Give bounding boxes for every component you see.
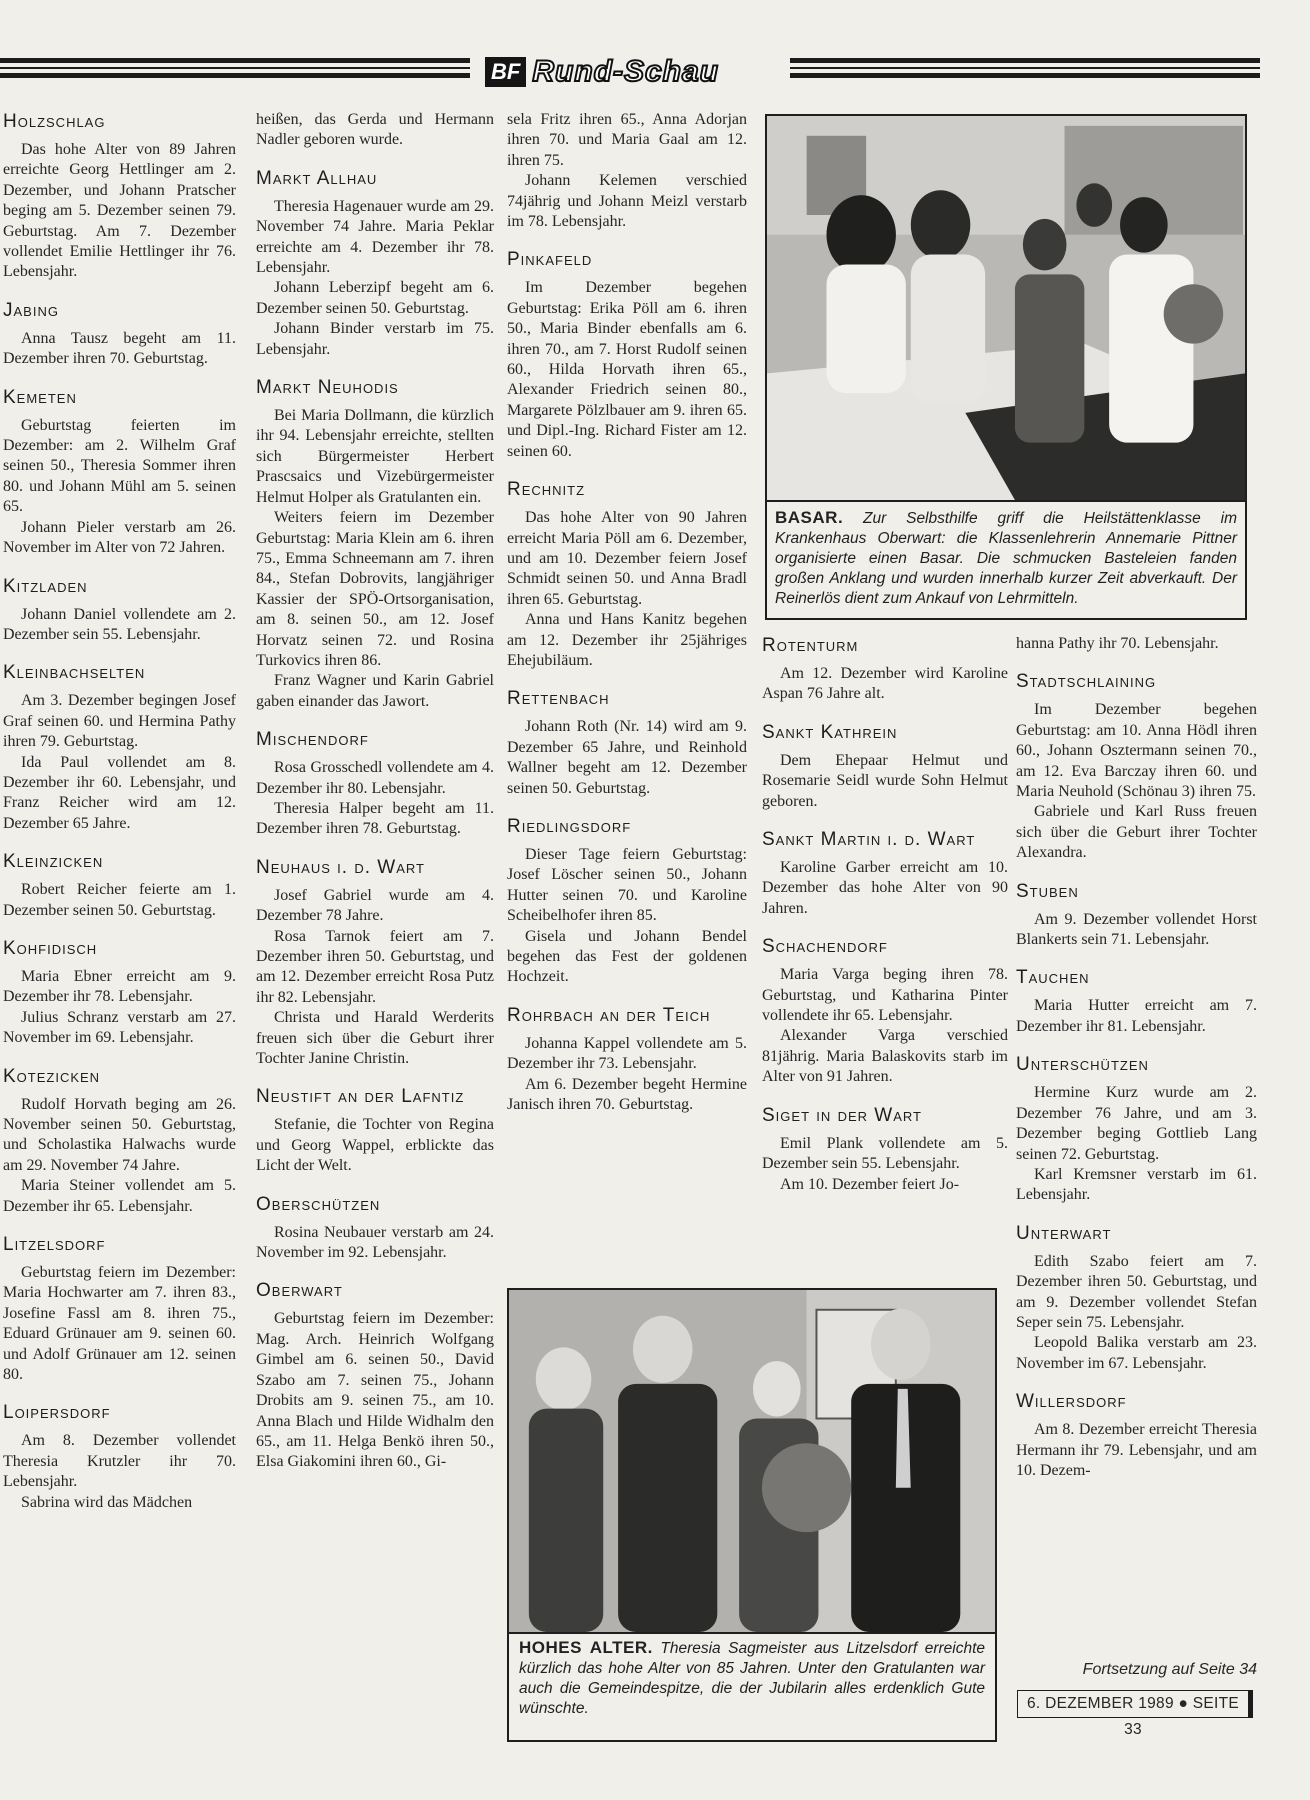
page-footer-date: 6. DEZEMBER 1989 ● SEITE 33: [1017, 1690, 1253, 1718]
hohes-alter-photo: [507, 1288, 997, 1634]
article-paragraph: Johann Roth (Nr. 14) wird am 9. Dezember 65 Jahre, und Reinhold Wallner begeht am 12. Dezember seinen 50. Geburtstag.: [507, 718, 747, 797]
article-paragraph: Rosa Grosschedl vollendete am 4. Dezember ihr 80. Lebensjahr.: [256, 759, 494, 797]
article-paragraph: Das hohe Alter von 90 Jahren erreicht Maria Pöll am 6. Dezember, und am 10. Dezember feiern Josef Schmidt seinen 50. und Anna Bradl ihren 65. Geburtstag.: [507, 509, 747, 608]
column-3: [507, 110, 747, 1115]
article-paragraph: Julius Schranz verstarb am 27. November im 69. Lebensjahr.: [3, 1008, 236, 1047]
article-paragraph: Johann Kelemen verschied 74jährig und Johann Meizl verstarb im 78. Lebensjahr.: [507, 172, 747, 231]
hohes-alter-caption-title: HOHES ALTER.: [519, 1638, 653, 1657]
section-heading: Mischendorf: [256, 729, 369, 751]
section-heading: Stadtschlaining: [1016, 671, 1157, 693]
section-logo: [485, 55, 775, 89]
section-heading: Rotenturm: [762, 635, 859, 656]
basar-caption-title: BASAR.: [775, 508, 844, 527]
article-paragraph: Am 6. Dezember begeht Hermine Janisch ihren 70. Geburtstag.: [507, 1075, 747, 1114]
section-heading: Unterschützen: [1016, 1054, 1149, 1076]
section-heading: Tauchen: [1016, 967, 1090, 989]
hohes-alter-image: [509, 1290, 995, 1632]
basar-image: [767, 116, 1245, 500]
article-paragraph: Gisela und Johann Bendel begehen das Fest der goldenen Hochzeit.: [507, 927, 747, 986]
article-paragraph: Johann Pieler verstarb am 26. November im Alter von 72 Jahren.: [3, 518, 236, 557]
article-paragraph: Ida Paul vollendet am 8. Dezember ihr 60. Lebensjahr, und Franz Reicher wird am 12. Dezember 65 Jahre.: [3, 753, 236, 832]
basar-photo: [765, 114, 1247, 502]
section-heading: Neuhaus i. d. Wart: [256, 856, 425, 878]
article-paragraph: Maria Steiner vollendet am 5. Dezember ihr 65. Lebensjahr.: [3, 1177, 236, 1215]
section-heading: Kitzladen: [3, 575, 88, 597]
masthead-rule-right-thin: [790, 67, 1260, 69]
section-heading: Markt Allhau: [256, 167, 378, 189]
article-paragraph: Theresia Hagenauer wurde am 29. November 74 Jahre. Maria Peklar erreichte am 4. Dezember ihr 78. Lebensjahr.: [256, 197, 494, 277]
section-heading: Pinkafeld: [507, 249, 593, 271]
article-paragraph: Im Dezember begehen Geburtstag: am 10. Anna Hödl ihren 60., Johann Osztermann seinen 70., am 12. Eva Barczay ihren 60. und Maria Neuhold (Schönau 3) ihren 75.: [1016, 701, 1257, 801]
article-paragraph: Sabrina wird das Mädchen: [21, 1493, 193, 1511]
logo-mark: BF: [485, 57, 526, 87]
column-5: [1016, 634, 1257, 1481]
continued-note: Fortsetzung auf Seite 34: [1082, 1661, 1257, 1678]
section-heading: Kleinbachselten: [3, 662, 146, 684]
article-paragraph: Emil Plank vollendete am 5. Dezember sein 55. Lebensjahr.: [762, 1134, 1008, 1173]
article-paragraph: Karl Kremsner verstarb im 61. Lebensjahr.: [1016, 1165, 1257, 1204]
article-paragraph: Maria Varga beging ihren 78. Geburtstag, und Katharina Pinter vollendete ihr 65. Lebensjahr.: [762, 966, 1008, 1025]
section-heading: Markt Neuhodis: [256, 377, 399, 399]
masthead-rule-left-thin: [0, 67, 470, 69]
article-paragraph: Geburtstag feiern im Dezember: Maria Hochwarter am 7. ihren 83., Josefine Fassl am 8. ihren 75., Eduard Grünauer am 9. seinen 60. und Adolf Grünauer am 12. seinen 80.: [3, 1264, 236, 1384]
section-heading: Willersdorf: [1016, 1391, 1127, 1413]
section-heading: Loipersdorf: [3, 1402, 111, 1424]
section-heading: Oberwart: [256, 1280, 343, 1302]
article-paragraph: heißen, das Gerda und Hermann Nadler geboren wurde.: [256, 111, 494, 149]
article-paragraph: Dem Ehepaar Helmut und Rosemarie Seidl wurde Sohn Helmut geboren.: [762, 751, 1008, 810]
column-1: [3, 110, 236, 1513]
column-4: [762, 634, 1008, 1195]
article-paragraph: Weiters feiern im Dezember Geburtstag: Maria Klein am 6. ihren 75., Emma Schneemann am 7. ihren 84., Stefan Dobrovits, langjähriger Kassier der SPÖ-Ortsorganisation, am 8. seinen 50., am 12. Josef Horvatz seinen 72. und Rosina Turkovics ihren 86.: [256, 509, 494, 669]
article-paragraph: Am 10. Dezember feiert Jo-: [780, 1175, 960, 1193]
section-heading: Schachendorf: [762, 936, 888, 958]
section-heading: Litzelsdorf: [3, 1234, 106, 1256]
article-paragraph: Bei Maria Dollmann, die kürzlich ihr 94. Lebensjahr erreichte, stellten sich Bürgermeister Herbert Prascsaics und Vizebürgermeister Helmut Holper als Gratulanten ein.: [256, 407, 494, 506]
article-paragraph: Anna Tausz begeht am 11. Dezember ihren 70. Geburtstag.: [3, 329, 236, 368]
section-heading: Neustift an der Lafntiz: [256, 1086, 465, 1108]
section-heading: Rettenbach: [507, 688, 610, 710]
article-paragraph: Leopold Balika verstarb am 23. November im 67. Lebensjahr.: [1016, 1334, 1257, 1372]
basar-caption-text: Zur Selbsthilfe griff die Heilstättenklasse im Krankenhaus Oberwart: die Klassenlehrerin Annemarie Pittner organisierte einen Basar. Die schmucken Basteleien fanden großen Anklang und wurden innerhalb kurzer Zeit abverkauft. Der Reinerlös dient zum Ankauf von Lehrmitteln.: [775, 510, 1237, 607]
section-heading: Unterwart: [1016, 1222, 1112, 1244]
article-paragraph: Stefanie, die Tochter von Regina und Georg Wappel, erblickte das Licht der Welt.: [256, 1116, 494, 1175]
article-paragraph: Anna und Hans Kanitz begehen am 12. Dezember ihr 25jähriges Ehejubiläum.: [507, 611, 747, 669]
article-paragraph: Am 8. Dezember vollendet Theresia Krutzler ihr 70. Lebensjahr.: [3, 1432, 236, 1491]
section-heading: Kohfidisch: [3, 937, 98, 959]
masthead-rule-right-2: [790, 73, 1260, 78]
article-paragraph: Dieser Tage feiern Geburtstag: Josef Löscher seinen 50., Johann Hutter seinen 70. und Karoline Scheibelhofer ihren 85.: [507, 845, 747, 925]
masthead-rule-left: [0, 58, 470, 63]
article-paragraph: Franz Wagner und Karin Gabriel gaben einander das Jawort.: [256, 672, 494, 710]
article-paragraph: Johann Leberzipf begeht am 6. Dezember seinen 50. Geburtstag.: [256, 279, 494, 317]
article-paragraph: Christa und Harald Werderits freuen sich über die Geburt ihrer Tochter Janine Christin.: [256, 1009, 494, 1068]
article-paragraph: Edith Szabo feiert am 7. Dezember ihren 50. Geburtstag, und am 9. Dezember vollendet Stefan Seper sein 75. Lebensjahr.: [1016, 1252, 1257, 1331]
masthead-rule-right: [790, 58, 1260, 63]
article-paragraph: Johanna Kappel vollendete am 5. Dezember ihr 73. Lebensjahr.: [507, 1034, 747, 1073]
article-paragraph: Gabriele und Karl Russ freuen sich über die Geburt ihrer Tochter Alexandra.: [1016, 803, 1257, 862]
article-paragraph: Theresia Halper begeht am 11. Dezember ihren 78. Geburtstag.: [256, 799, 494, 838]
article-paragraph: Hermine Kurz wurde am 2. Dezember 76 Jahre, und am 3. Dezember beging Gottlieb Lang seinen 72. Geburtstag.: [1016, 1084, 1257, 1163]
section-heading: Kleinzicken: [3, 851, 104, 873]
article-paragraph: Alexander Varga verschied 81jährig. Maria Balaskovits starb im Alter von 91 Jahren.: [762, 1027, 1008, 1086]
article-paragraph: Im Dezember begehen Geburtstag: Erika Pöll am 6. ihren 50., Maria Binder ebenfalls am 6. ihren 70., am 7. Horst Rudolf seinen 60., Hilda Horvath ihren 65., Alexander Friedrich seinen 80., Margarete Pölzlbauer am 9. ihren 65. und Dipl.-Ing. Richard Fister am 12. seinen 60.: [507, 279, 747, 460]
section-heading: Holzschlag: [3, 111, 106, 132]
article-paragraph: Geburtstag feiern im Dezember: Mag. Arch. Heinrich Wolfgang Gimbel am 6. seinen 50., David Szabo am 7. seinen 75., Johann Drobits am 9. seinen 75., am 10. Anna Blach und Hilde Widhalm den 65., am 11. Helga Benkö ihren 50., Elsa Giakomini ihren 60., Gi-: [256, 1310, 494, 1471]
section-heading: Rohrbach an der Teich: [507, 1004, 711, 1026]
logo-title: Rund-Schau: [532, 55, 719, 88]
article-paragraph: Rosa Tarnok feiert am 7. Dezember ihren 50. Geburtstag, und am 12. Dezember erreicht Rosa Putz ihr 82. Lebensjahr.: [256, 927, 494, 1006]
article-paragraph: Am 3. Dezember begingen Josef Graf seinen 60. und Hermina Pathy ihren 79. Geburtstag.: [3, 692, 236, 751]
article-paragraph: Johann Daniel vollendete am 2. Dezember sein 55. Lebensjahr.: [3, 605, 236, 643]
article-paragraph: Karoline Garber erreicht am 10. Dezember das hohe Alter von 90 Jahren.: [762, 859, 1008, 917]
hohes-alter-caption: [507, 1632, 997, 1742]
article-paragraph: Maria Ebner erreicht am 9. Dezember ihr 78. Lebensjahr.: [3, 967, 236, 1006]
article-paragraph: Maria Hutter erreicht am 7. Dezember ihr 81. Lebensjahr.: [1016, 997, 1257, 1035]
section-heading: Sankt Kathrein: [762, 721, 898, 743]
section-heading: Siget in der Wart: [762, 1104, 922, 1126]
masthead-rule-left-2: [0, 73, 470, 78]
section-heading: Kotezicken: [3, 1065, 101, 1087]
basar-caption: [765, 502, 1247, 620]
section-heading: Jabing: [3, 299, 59, 321]
article-paragraph: Josef Gabriel wurde am 4. Dezember 78 Jahre.: [256, 886, 494, 925]
article-paragraph: Rudolf Horvath beging am 26. November seinen 50. Geburtstag, und Scholastika Halwachs wurde am 29. November 74 Jahre.: [3, 1095, 236, 1174]
hohes-alter-caption-text: Theresia Sagmeister aus Litzelsdorf erreichte kürzlich das hohe Alter von 85 Jahren. Unter den Gratulanten war auch die Gemeindespitze, die der Jubilarin alles erdenklich Gute wünschte.: [519, 1640, 985, 1717]
section-heading: Sankt Martin i. d. Wart: [762, 829, 976, 851]
article-paragraph: Rosina Neubauer verstarb am 24. November im 92. Lebensjahr.: [256, 1223, 494, 1262]
section-heading: Rechnitz: [507, 479, 586, 501]
article-paragraph: Am 12. Dezember wird Karoline Aspan 76 Jahre alt.: [762, 665, 1008, 703]
article-paragraph: Das hohe Alter von 89 Jahren erreichte Georg Hettlinger am 2. Dezember, und Johann Pratscher beging am 5. Dezember seinen 79. Geburtstag. Am 7. Dezember vollendet Emilie Hettlinger ihr 76. Lebensjahr.: [3, 141, 236, 281]
section-heading: Riedlingsdorf: [507, 815, 632, 837]
section-heading: Oberschützen: [256, 1193, 381, 1215]
column-2: [256, 110, 494, 1473]
article-paragraph: Am 9. Dezember vollendet Horst Blankerts sein 71. Lebensjahr.: [1016, 910, 1257, 949]
article-paragraph: sela Fritz ihren 65., Anna Adorjan ihren 70. und Maria Gaal am 12. ihren 75.: [507, 111, 747, 169]
article-paragraph: hanna Pathy ihr 70. Lebensjahr.: [1016, 635, 1219, 652]
article-paragraph: Robert Reicher feierte am 1. Dezember seinen 50. Geburtstag.: [3, 881, 236, 919]
section-heading: Kemeten: [3, 386, 77, 408]
section-heading: Stuben: [1016, 880, 1079, 902]
article-paragraph: Johann Binder verstarb im 75. Lebensjahr.: [256, 320, 494, 358]
article-paragraph: Am 8. Dezember erreicht Theresia Hermann ihr 79. Lebensjahr, und am 10. Dezem-: [1016, 1421, 1257, 1479]
article-paragraph: Geburtstag feierten im Dezember: am 2. Wilhelm Graf seinen 50., Theresia Sommer ihren 80. und Johann Mühl am 5. seinen 65.: [3, 416, 236, 516]
